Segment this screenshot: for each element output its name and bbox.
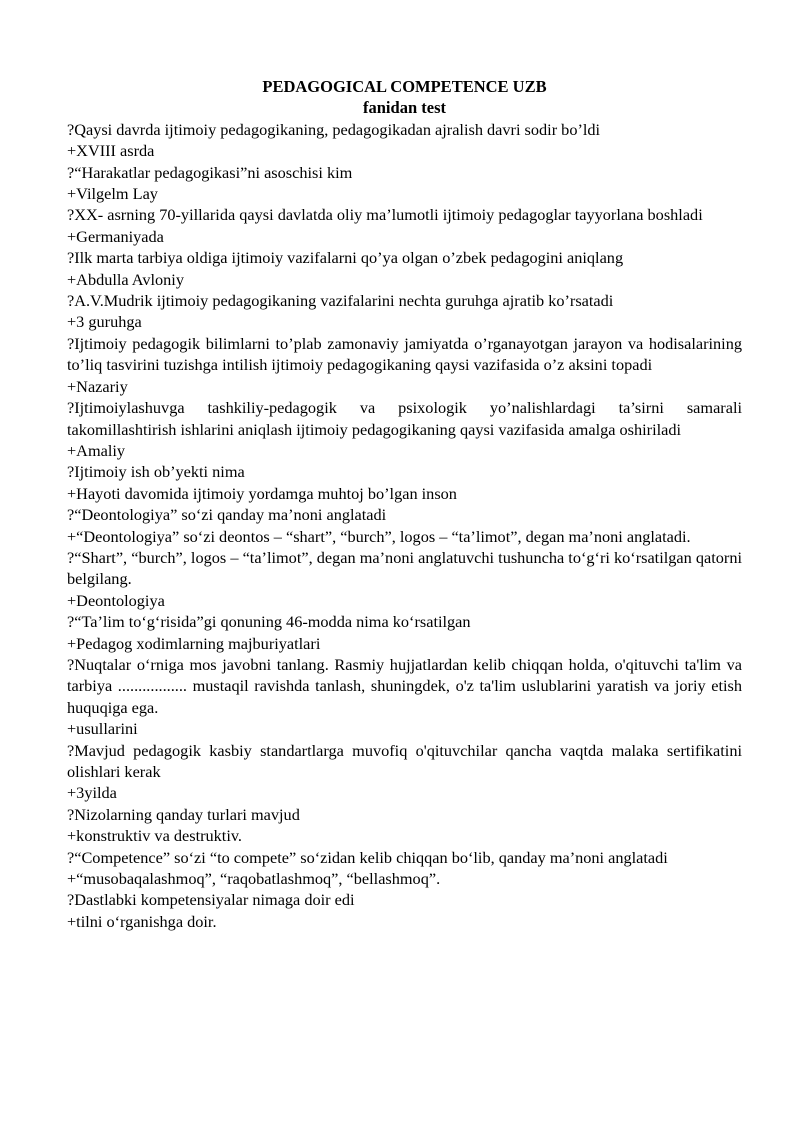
answer-text: +Vilgelm Lay — [67, 184, 158, 204]
answer-text: +konstruktiv va destruktiv. — [67, 826, 242, 846]
question-text: ?Ijtimoiy pedagogik bilimlarni to’plab zamonaviy jamiyatda o’rganayotgan jarayon va hodisalarining to’liq tasvirini tuzishga intilish ijtimoiy pedagogikaning qaysi vazifasida o’z aksini topadi — [67, 333, 742, 375]
answer-text: +Nazariy — [67, 376, 128, 396]
question-text: ?“Shart”, “burch”, logos – “ta’limot”, degan ma’noni anglatuvchi tushuncha to‘g‘ri ko‘rsatilgan qatorni belgilang. — [67, 547, 742, 589]
question-text: ?“Competence” so‘zi “to compete” so‘zidan kelib chiqqan bo‘lib, qanday ma’noni anglatadi — [67, 847, 668, 867]
question-text: ?Qaysi davrda ijtimoiy pedagogikaning, pedagogikadan ajralish davri sodir bo’ldi — [67, 119, 601, 139]
document-title: PEDAGOGICAL COMPETENCE UZB — [262, 77, 547, 96]
question-text: ?Nuqtalar o‘rniga mos javobni tanlang. Rasmiy hujjatlardan kelib chiqqan holda, o'qituvchi ta'lim va tarbiya ................. mustaqil ravishda tanlash, shuningdek, o'z ta'lim uslublarini yaratish va joriy etish huquqiga ega. — [67, 654, 742, 717]
question-text: ?A.V.Mudrik ijtimoiy pedagogikaning vazifalarini nechta guruhga ajratib ko’rsatadi — [67, 291, 614, 311]
question-list — [67, 119, 742, 932]
question-text: ?Ilk marta tarbiya oldiga ijtimoiy vazifalarni qo’ya olgan o’zbek pedagogini aniqlang — [67, 248, 624, 268]
question-text: ?“Ta’lim to‘g‘risida”gi qonuning 46-modda nima ko‘rsatilgan — [67, 612, 471, 632]
answer-text: +tilni o‘rganishga doir. — [67, 911, 217, 931]
document-subtitle: fanidan test — [363, 98, 446, 118]
document-page — [67, 76, 742, 932]
answer-text: +Pedagog xodimlarning majburiyatlari — [67, 633, 321, 653]
answer-text: +3yilda — [67, 783, 117, 803]
question-text: ?“Deontologiya” so‘zi qanday ma’noni anglatadi — [67, 505, 387, 525]
question-text: ?Ijtimoiylashuvga tashkiliy-pedagogik va psixologik yo’nalishlardagi ta’sirni samarali takomillashtirish ishlarini aniqlash ijtimoiy pedagogikaning qaysi vazifasida amalga oshiriladi — [67, 398, 742, 439]
answer-text: +“Deontologiya” so‘zi deontos – “shart”, “burch”, logos – “ta’limot”, degan ma’noni anglatadi. — [67, 526, 691, 546]
answer-text: +3 guruhga — [67, 312, 142, 332]
answer-text: +Deontologiya — [67, 590, 165, 610]
question-text: ?Nizolarning qanday turlari mavjud — [67, 804, 300, 824]
question-text: ?XX- asrning 70-yillarida qaysi davlatda oliy ma’lumotli ijtimoiy pedagoglar tayyorlana boshladi — [67, 205, 703, 225]
answer-text: +usullarini — [67, 719, 138, 739]
answer-text: +Germaniyada — [67, 226, 164, 246]
question-text: ?Dastlabki kompetensiyalar nimaga doir edi — [67, 890, 355, 910]
answer-text: +Amaliy — [67, 440, 126, 460]
question-text: ?Ijtimoiy ish ob’yekti nima — [67, 462, 245, 482]
answer-text: +Hayoti davomida ijtimoiy yordamga muhtoj bo’lgan inson — [67, 483, 457, 503]
question-text: ?Mavjud pedagogik kasbiy standartlarga muvofiq o'qituvchilar qancha vaqtda malaka sertifikatini olishlari kerak — [67, 740, 742, 781]
question-text: ?“Harakatlar pedagogikasi”ni asoschisi kim — [67, 162, 353, 182]
answer-text: +“musobaqalashmoq”, “raqobatlashmoq”, “bellashmoq”. — [67, 869, 441, 889]
answer-text: +XVIII asrda — [67, 141, 155, 161]
answer-text: +Abdulla Avloniy — [67, 269, 184, 289]
